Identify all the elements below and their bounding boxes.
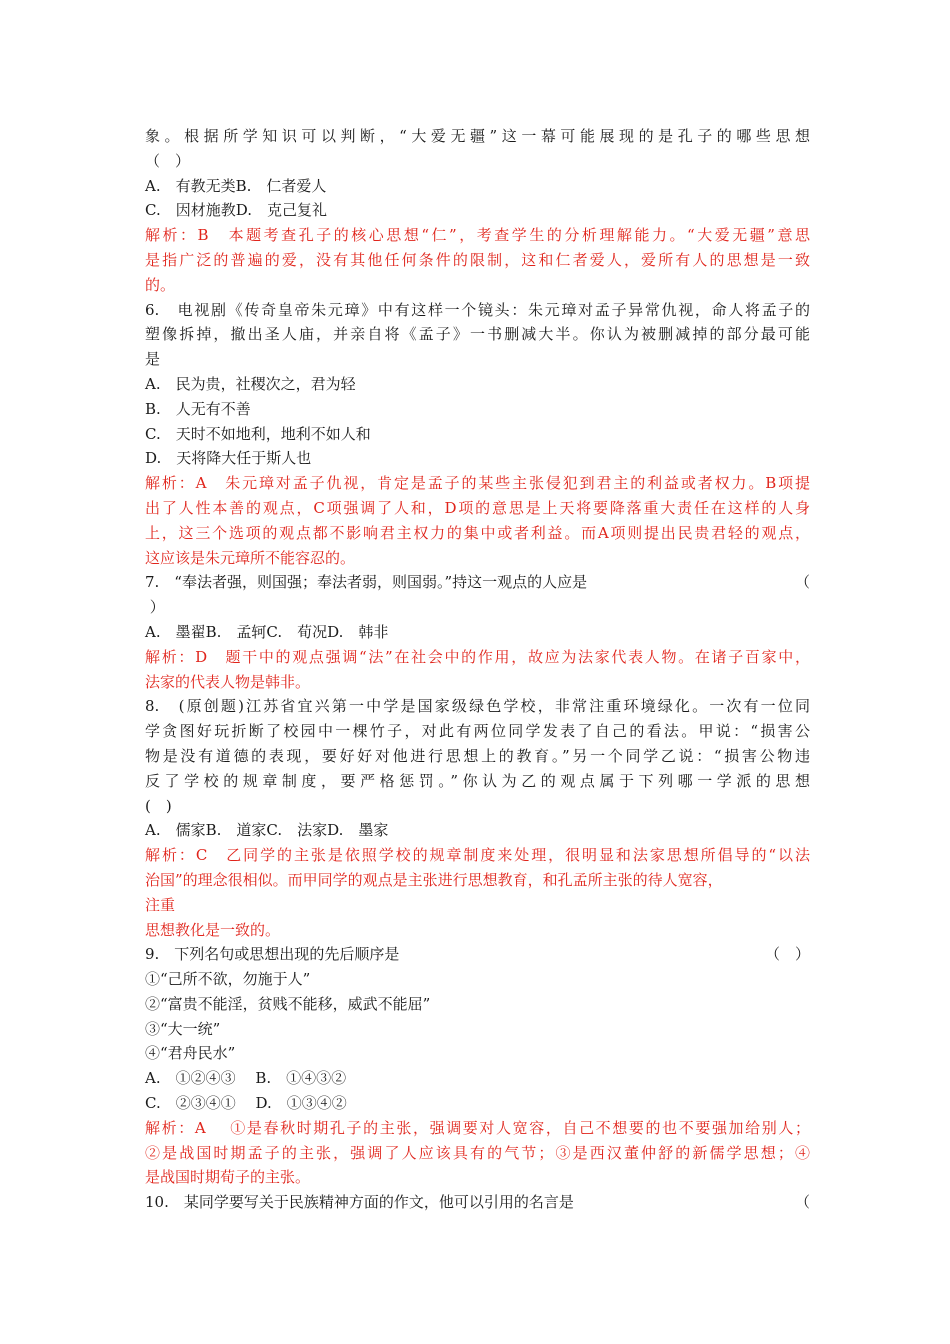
- q6-answer-line-3: 上，这三个选项的观点都不影响君主权力的集中或者利益。而A项则提出民贵君轻的观点，: [145, 523, 810, 542]
- q6-option-b: B. 人无有不善: [145, 399, 251, 418]
- q6-answer-line-1: 解析：A 朱元璋对孟子仇视，肯定是孟子的某些主张侵犯到君主的利益或者权力。B项提: [145, 474, 810, 493]
- q7-answer-line-1: 解析：D 题干中的观点强调“法”在社会中的作用，故应为法家代表人物。在诸子百家中，: [145, 647, 810, 666]
- q9-options-ab: A. ①②④③ B. ①④③②: [145, 1069, 347, 1088]
- q9-item-1: ①“己所不欲，勿施于人”: [145, 970, 311, 989]
- document-body: [145, 124, 810, 1215]
- q5-stem-line: 象。根据所学知识可以判断，“大爱无疆”这一幕可能展现的是孔子的哪些思想: [145, 127, 810, 145]
- q8-stem-line-3: 物是没有道德的表现，要好好对他进行思想上的教育。”另一个同学乙说：“损害公物违: [145, 746, 810, 765]
- q9-item-3: ③“大一统”: [145, 1019, 221, 1038]
- q6-stem-line-3: 是: [145, 350, 161, 369]
- q10-paren-open: （: [794, 1193, 810, 1212]
- q8-answer-line-3: 注重: [145, 895, 176, 914]
- q7-paren-open: （: [794, 573, 810, 592]
- q5-answer-line-1: 解析：B 本题考查孔子的核心思想“仁”，考查学生的分析理解能力。“大爱无疆”意思: [145, 226, 810, 245]
- q10-stem-text: 10. 某同学要写关于民族精神方面的作文，他可以引用的名言是: [145, 1193, 574, 1212]
- q5-answer-line-3: 的。: [145, 275, 176, 294]
- q8-stem-paren: ( ): [145, 796, 172, 815]
- q5-options-ab: A. 有教无类B. 仁者爱人: [145, 176, 327, 195]
- q8-stem-line-1: 8. (原创题)江苏省宜兴第一中学是国家级绿色学校，非常注重环境绿化。一次有一位同: [145, 697, 810, 716]
- q6-stem-line-2: 塑像拆掉，撤出圣人庙，并亲自将《孟子》一书删减大半。你认为被删减掉的部分最可能: [145, 325, 810, 344]
- q7-paren-close: ）: [149, 598, 165, 617]
- q7-options: A. 墨翟B. 孟轲C. 荀况D. 韩非: [145, 622, 389, 641]
- q9-options-cd: C. ②③④① D. ①③④②: [145, 1094, 347, 1113]
- q8-stem-line-4: 反了学校的规章制度，要严格惩罚。”你认为乙的观点属于下列哪一学派的思想: [145, 771, 810, 790]
- q6-option-d: D. 天将降大任于斯人也: [145, 449, 312, 468]
- q5-stem-paren: （ ）: [145, 151, 191, 170]
- q9-answer-line-2: ②是战国时期孟子的主张，强调了人应该具有的气节；③是西汉董仲舒的新儒学思想；④: [145, 1143, 810, 1162]
- q9-stem-text: 9. 下列名句或思想出现的先后顺序是: [145, 945, 400, 964]
- q5-options-cd: C. 因材施教D. 克己复礼: [145, 201, 327, 220]
- q9-item-2: ②“富贵不能淫，贫贱不能移，威武不能屈”: [145, 994, 431, 1013]
- q6-option-c: C. 天时不如地利，地利不如人和: [145, 424, 371, 443]
- q9-stem-line: [145, 942, 810, 967]
- q7-stem-line: [145, 570, 810, 595]
- q6-option-a: A. 民为贵，社稷次之，君为轻: [145, 374, 356, 393]
- q6-stem-line-1: 6. 电视剧《传奇皇帝朱元璋》中有这样一个镜头：朱元璋对孟子异常仇视，命人将孟子的: [145, 300, 810, 319]
- q6-answer-line-2: 出了人性本善的观点，C项强调了人和，D项的意思是上天将要降落重大责任在这样的人身: [145, 498, 810, 517]
- q6-answer-line-4: 这应该是朱元璋所不能容忍的。: [145, 548, 356, 567]
- q9-paren: （ ）: [764, 945, 810, 964]
- q5-answer-line-2: 是指广泛的普遍的爱，没有其他任何条件的限制，这和仁者爱人，爱所有人的思想是一致: [145, 250, 810, 269]
- q9-answer-line-1: 解析：A ①是春秋时期孔子的主张，强调要对人宽容，自己不想要的也不要强加给别人；: [145, 1118, 810, 1137]
- q9-item-4: ④“君舟民水”: [145, 1044, 236, 1063]
- q9-answer-line-3: 是战国时期荀子的主张。: [145, 1168, 311, 1187]
- q8-answer-line-2: 治国”的理念很相似。而甲同学的观点是主张进行思想教育，和孔孟所主张的待人宽容，: [145, 870, 723, 889]
- q8-stem-line-2: 学贪图好玩折断了校园中一棵竹子，对此有两位同学发表了自己的看法。甲说：“损害公: [145, 722, 810, 741]
- q7-answer-line-2: 法家的代表人物是韩非。: [145, 672, 311, 691]
- q8-answer-line-1: 解析：C 乙同学的主张是依照学校的规章制度来处理，很明显和法家思想所倡导的“以法: [145, 846, 810, 865]
- q7-stem-text: 7. “奉法者强，则国强；奉法者弱，则国弱。”持这一观点的人应是: [145, 573, 588, 592]
- q10-stem-line: [145, 1190, 810, 1215]
- q8-answer-line-4: 思想教化是一致的。: [145, 920, 281, 939]
- q8-options: A. 儒家B. 道家C. 法家D. 墨家: [145, 821, 389, 840]
